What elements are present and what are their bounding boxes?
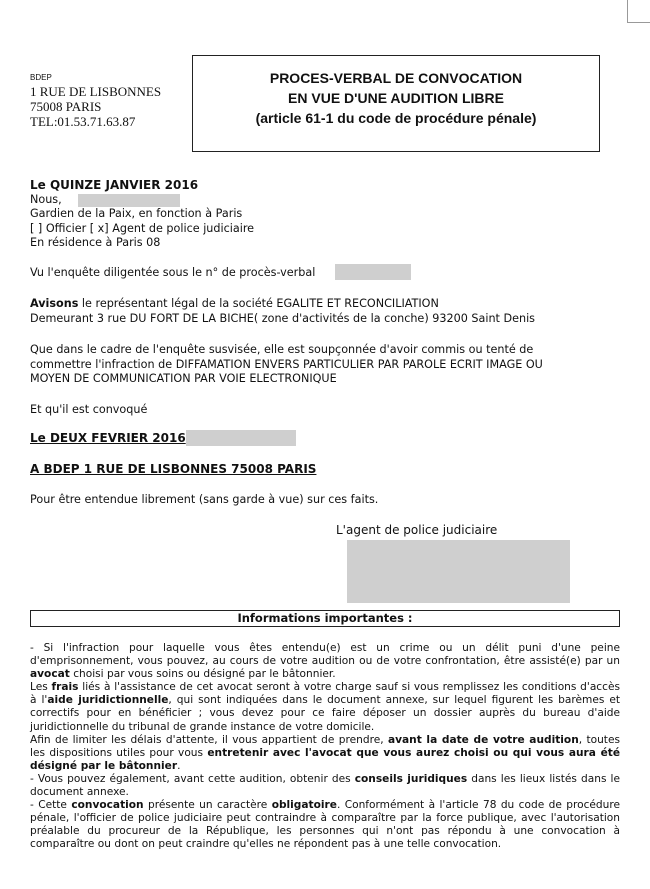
info-paragraph-1: - Si l'infraction pour laquelle vous êtes entendu(e) est un crime ou un délit puni d'une peine d'emprisonnement, vous pouvez, au cours de votre audition ou de votre confrontation, être assisté(e) par un avocat choisi par vous soins ou désigné par le bâtonnier.	[30, 642, 620, 681]
suspicion-line-3: MOYEN DE COMMUNICATION PAR VOIE ELECTRONIQUE	[30, 372, 337, 385]
info-paragraph-5: - Cette convocation présente un caractère obligatoire. Conformément à l'article 78 du code de procédure pénale, l'officier de police judiciaire peut contraindre à comparaître par la force publique, avec l'autorisation préalable du procureur de la République, les personnes qui n'ont pas répondu à une convocation à comparaître ou dont on peut craindre qu'elles ne répondent pas à une telle convocation.	[30, 799, 620, 851]
avisons-block	[30, 297, 630, 326]
sender-label: BDEP	[30, 73, 52, 82]
officer-type: [ ] Officier [ x] Agent de police judiciaire	[30, 221, 255, 235]
suspicion-block	[30, 343, 630, 387]
officer-role: Gardien de la Paix, en fonction à Paris	[30, 207, 243, 220]
avisons-lead: Avisons	[30, 297, 79, 310]
appointment-date: Le DEUX FEVRIER 2016	[30, 431, 186, 445]
title-line-1: PROCES-VERBAL DE CONVOCATION	[269, 70, 523, 86]
info-paragraph-4: - Vous pouvez également, avant cette audition, obtenir des conseils juridiques dans les lieux listés dans le document annexe.	[30, 772, 621, 799]
info-paragraph-3: Afin de limiter les délais d'attente, il vous appartient de prendre, avant la date de votre audition, toutes les dispositions utiles pour vous entretenir avec l'avocat que vous aurez choisi ou qui vous aura été désigné par le bâtonnier.	[30, 733, 621, 772]
issue-date: Le QUINZE JANVIER 2016	[30, 178, 199, 192]
avisons-text: le représentant légal de la société EGALITE ET RECONCILIATION	[78, 297, 439, 310]
nous-line: Nous,	[30, 192, 62, 206]
info-header: Informations importantes :	[30, 610, 620, 627]
redaction-pv-number	[335, 264, 411, 280]
info-paragraph-2: Les frais liés à l'assistance de cet avocat seront à votre charge sauf si vous remplissez les conditions d'accès à l'aide juridictionnelle, qui sont indiquées dans le document annexe, sur lequel figurent les barèmes et correctifs pour en bénéficier ; vous devez pour ce faire déposer un dossier auprès du bureau d'aide juridictionnelle du tribunal de grande instance de votre domicile.	[30, 681, 621, 733]
suspicion-line-1: Que dans le cadre de l'enquête susvisée, elle est soupçonnée d'avoir commis ou tenté de	[30, 343, 534, 356]
title-line-2: EN VUE D'UNE AUDITION LIBRE	[288, 90, 504, 106]
title-line-3: (article 61-1 du code de procédure pénale)	[255, 110, 537, 126]
header-block	[30, 178, 620, 251]
info-body	[30, 642, 620, 852]
redaction-officer-name	[78, 194, 180, 207]
sender-street: 1 RUE DE LISBONNES	[30, 84, 162, 99]
sender-address	[30, 72, 161, 129]
redaction-signature	[347, 540, 570, 603]
signature-label: L'agent de police judiciaire	[336, 523, 498, 537]
redaction-appointment-time	[186, 430, 296, 446]
document-title-box	[192, 55, 600, 152]
appointment-place: A BDEP 1 RUE DE LISBONNES 75008 PARIS	[30, 462, 317, 476]
officer-residence: En résidence à Paris 08	[30, 236, 161, 249]
sender-city: 75008 PARIS	[30, 99, 102, 114]
purpose-text: Pour être entendue librement (sans garde à vue) sur ces faits.	[30, 493, 379, 506]
company-address: Demeurant 3 rue DU FORT DE LA BICHE( zone d'activités de la conche) 93200 Saint Denis	[30, 311, 536, 325]
suspicion-line-2: commettre l'infraction de DIFFAMATION ENVERS PARTICULIER PAR PAROLE ECRIT IMAGE OU	[30, 357, 543, 371]
page-corner-mark	[627, 0, 650, 23]
pv-reference: Vu l'enquête diligentée sous le n° de procès-verbal	[30, 266, 316, 279]
sender-tel: TEL:01.53.71.63.87	[30, 114, 136, 129]
convoque-text: Et qu'il est convoqué	[30, 403, 148, 416]
